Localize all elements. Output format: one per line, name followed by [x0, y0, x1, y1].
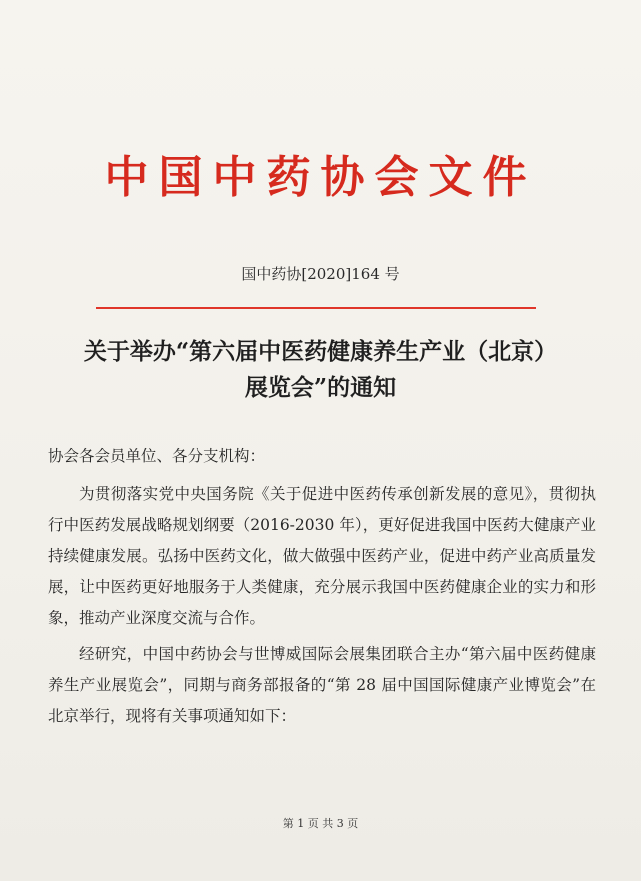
page-number-footer: 第 1 页 共 3 页 — [282, 817, 359, 830]
document-number: 国中药协[2020]164 号 — [241, 265, 400, 283]
salutation: 协会各会员单位、各分支机构： — [48, 447, 266, 465]
paragraph: 经研究，中国中药协会与世博威国际会展集团联合主办“第六届中医药健康养生产业展览会”，同期与商务部报备的“第 28 届中国国际健康产业博览会”在北京举行，现将有关事项通知如下： — [48, 645, 596, 725]
title-line-2: 展览会”的通知 — [244, 374, 397, 401]
organization-header: 中国中药协会文件 — [104, 152, 537, 203]
paragraph: 为贯彻落实党中央国务院《关于促进中医药传承创新发展的意见》，贯彻执行中医药发展战略规划纲要（2016-2030 年），更好促进我国中医药大健康产业持续健康发展。弘扬中医药文化，做大做强中医药产业，促进中药产业高质量发展，让中医药更好地服务于人类健康，充分展示我国中医药健康企业的实力和形象，推动产业深度交流与合作。 — [48, 485, 596, 627]
header-divider — [96, 307, 536, 309]
document-body — [48, 441, 596, 737]
title-line-1: 关于举办“第六届中医药健康养生产业（北京） — [83, 338, 558, 365]
document-title — [40, 334, 601, 406]
